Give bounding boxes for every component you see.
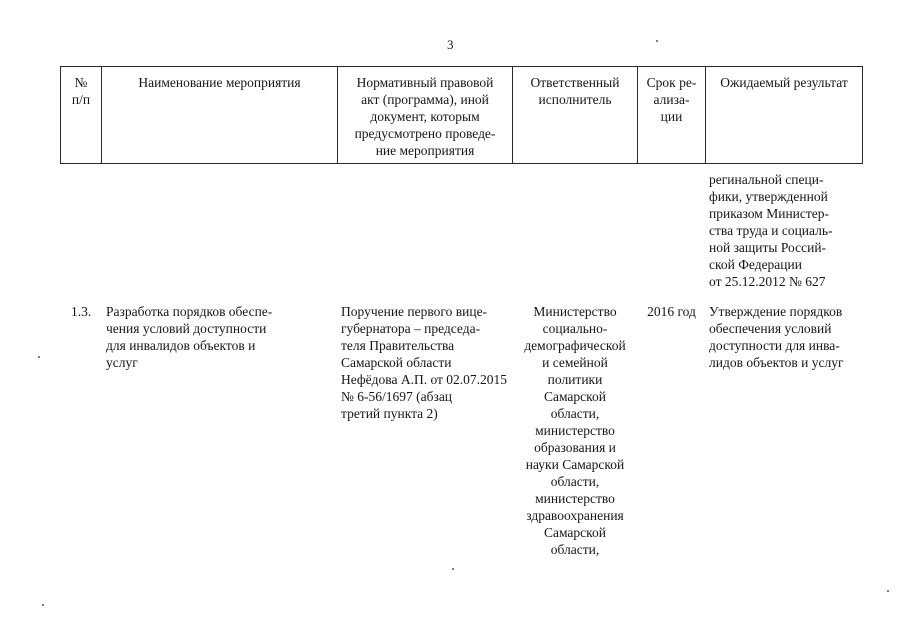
- row-legal-act: Поручение первого вице- губернатора – председа- теля Правительства Самарской области Нефёдова А.П. от 02.07.2015 № 6-56/1697 (абзац третий пункта 2): [341, 304, 508, 421]
- header-legal-act: Нормативный правовой акт (программа), иной документ, которым предусмотрено проведе- ние мероприятия: [354, 75, 496, 158]
- scan-speck: [656, 40, 658, 42]
- header-expected-result: Ожидаемый результат: [720, 75, 848, 90]
- table-header-bottom-border: [60, 163, 862, 164]
- scan-speck: [38, 356, 40, 358]
- row-event-name: Разработка порядков обеспе- чения условий доступности для инвалидов объектов и услуг: [106, 304, 273, 370]
- scan-speck: [452, 568, 454, 570]
- row-executor: Министерство социально- демографической и семейной политики Самарской области, министерство образования и науки Самарской области, министерство здравоохранения Самарской области,: [524, 304, 626, 557]
- table-top-border: [60, 66, 862, 67]
- header-number: № п/п: [71, 75, 91, 107]
- row-expected-result: Утверждение порядков обеспечения условий доступности для инва- лидов объектов и услуг: [709, 304, 844, 370]
- continued-result-text: регинальной специ- фики, утвержденной приказом Министер- ства труда и социаль- ной защиты Россий- ской Федерации от 25.12.2012 № 627: [709, 172, 833, 289]
- header-event-name: Наименование мероприятия: [138, 75, 301, 90]
- header-executor: Ответственный исполнитель: [530, 75, 620, 107]
- row-term: 2016 год: [647, 304, 696, 319]
- header-term: Срок ре- ализа- ции: [646, 75, 697, 124]
- page-number: 3: [447, 37, 454, 52]
- row-number: 1.3.: [71, 304, 92, 319]
- scan-speck: [42, 604, 44, 606]
- column-divider-6: [862, 66, 863, 164]
- scan-speck: [887, 590, 889, 592]
